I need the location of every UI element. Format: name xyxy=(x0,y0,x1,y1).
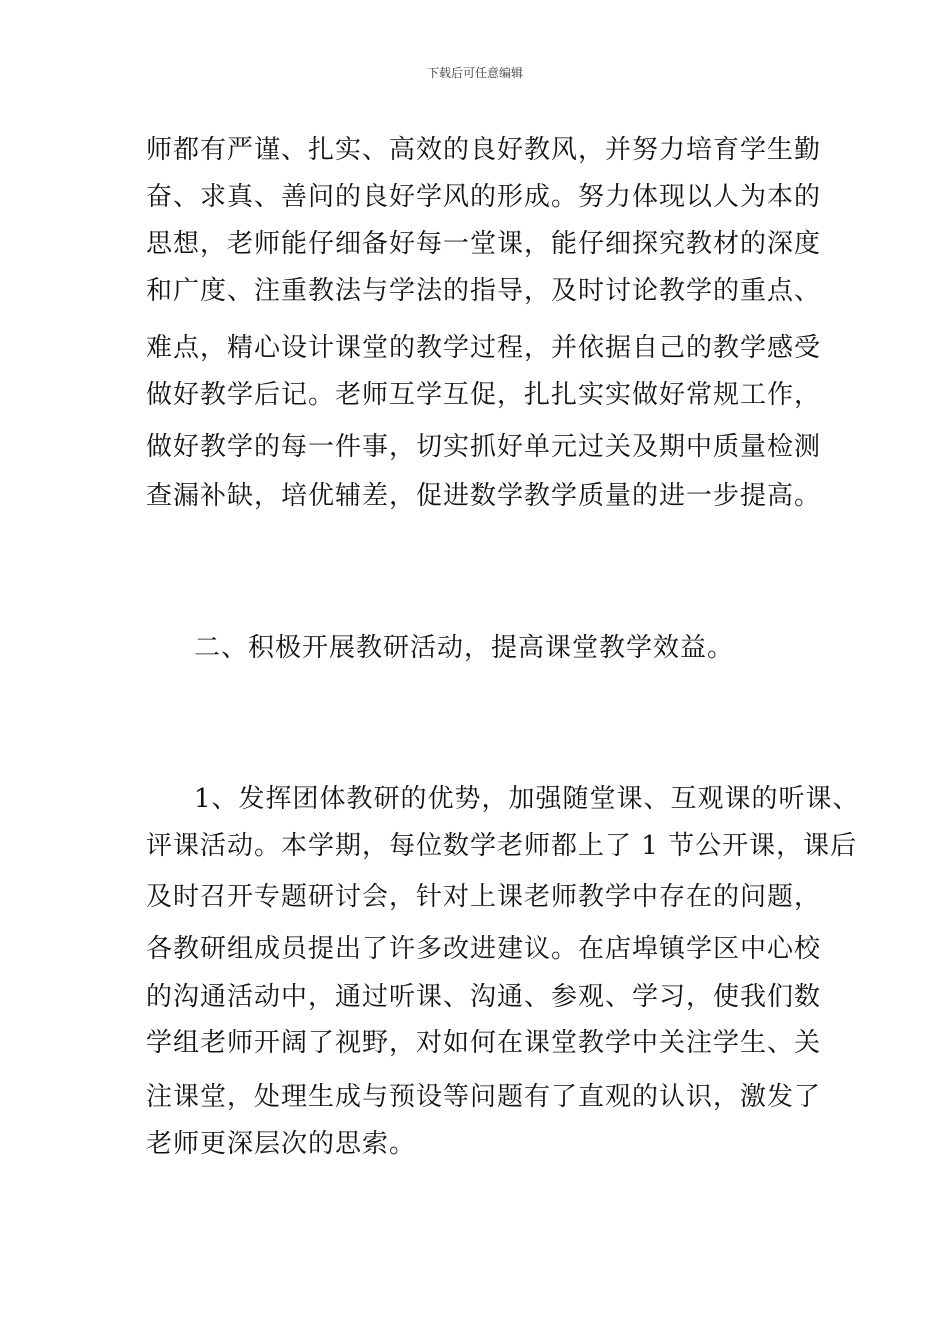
paragraph-line: 难点，精心设计课堂的教学过程，并依据自己的教学感受 xyxy=(146,333,822,363)
paragraph-line: 评课活动。本学期，每位数学老师都上了 1 节公开课，课后 xyxy=(146,831,858,861)
paragraph-line: 学组老师开阔了视野，对如何在课堂教学中关注学生、关 xyxy=(146,1028,822,1058)
paragraph-line: 奋、求真、善问的良好学风的形成。努力体现以人为本的 xyxy=(146,182,822,212)
paragraph-line: 老师更深层次的思索。 xyxy=(146,1129,417,1159)
paragraph-line: 注课堂，处理生成与预设等问题有了直观的认识，激发了 xyxy=(146,1082,822,1112)
paragraph-line: 做好教学后记。老师互学互促，扎扎实实做好常规工作， xyxy=(146,380,822,410)
paragraph-line: 1、发挥团体教研的优势，加强随堂课、互观课的听课、 xyxy=(194,784,860,814)
paragraph-line: 师都有严谨、扎实、高效的良好教风，并努力培育学生勤 xyxy=(146,135,822,165)
section-heading: 二、积极开展教研活动，提高课堂教学效益。 xyxy=(194,633,735,663)
paragraph-line: 查漏补缺，培优辅差，促进数学教学质量的进一步提高。 xyxy=(146,481,822,511)
paragraph-line: 及时召开专题研讨会，针对上课老师教学中存在的问题， xyxy=(146,882,822,912)
page-header: 下载后可任意编辑 xyxy=(426,66,523,80)
paragraph-line: 做好教学的每一件事，切实抓好单元过关及期中质量检测 xyxy=(146,432,822,462)
paragraph-line: 的沟通活动中，通过听课、沟通、参观、学习，使我们数 xyxy=(146,982,822,1012)
paragraph-line: 思想，老师能仔细备好每一堂课，能仔细探究教材的深度 xyxy=(146,229,822,259)
paragraph-line: 和广度、注重教法与学法的指导，及时讨论教学的重点、 xyxy=(146,276,822,306)
paragraph-line: 各教研组成员提出了许多改进建议。在店埠镇学区中心校 xyxy=(146,934,822,964)
